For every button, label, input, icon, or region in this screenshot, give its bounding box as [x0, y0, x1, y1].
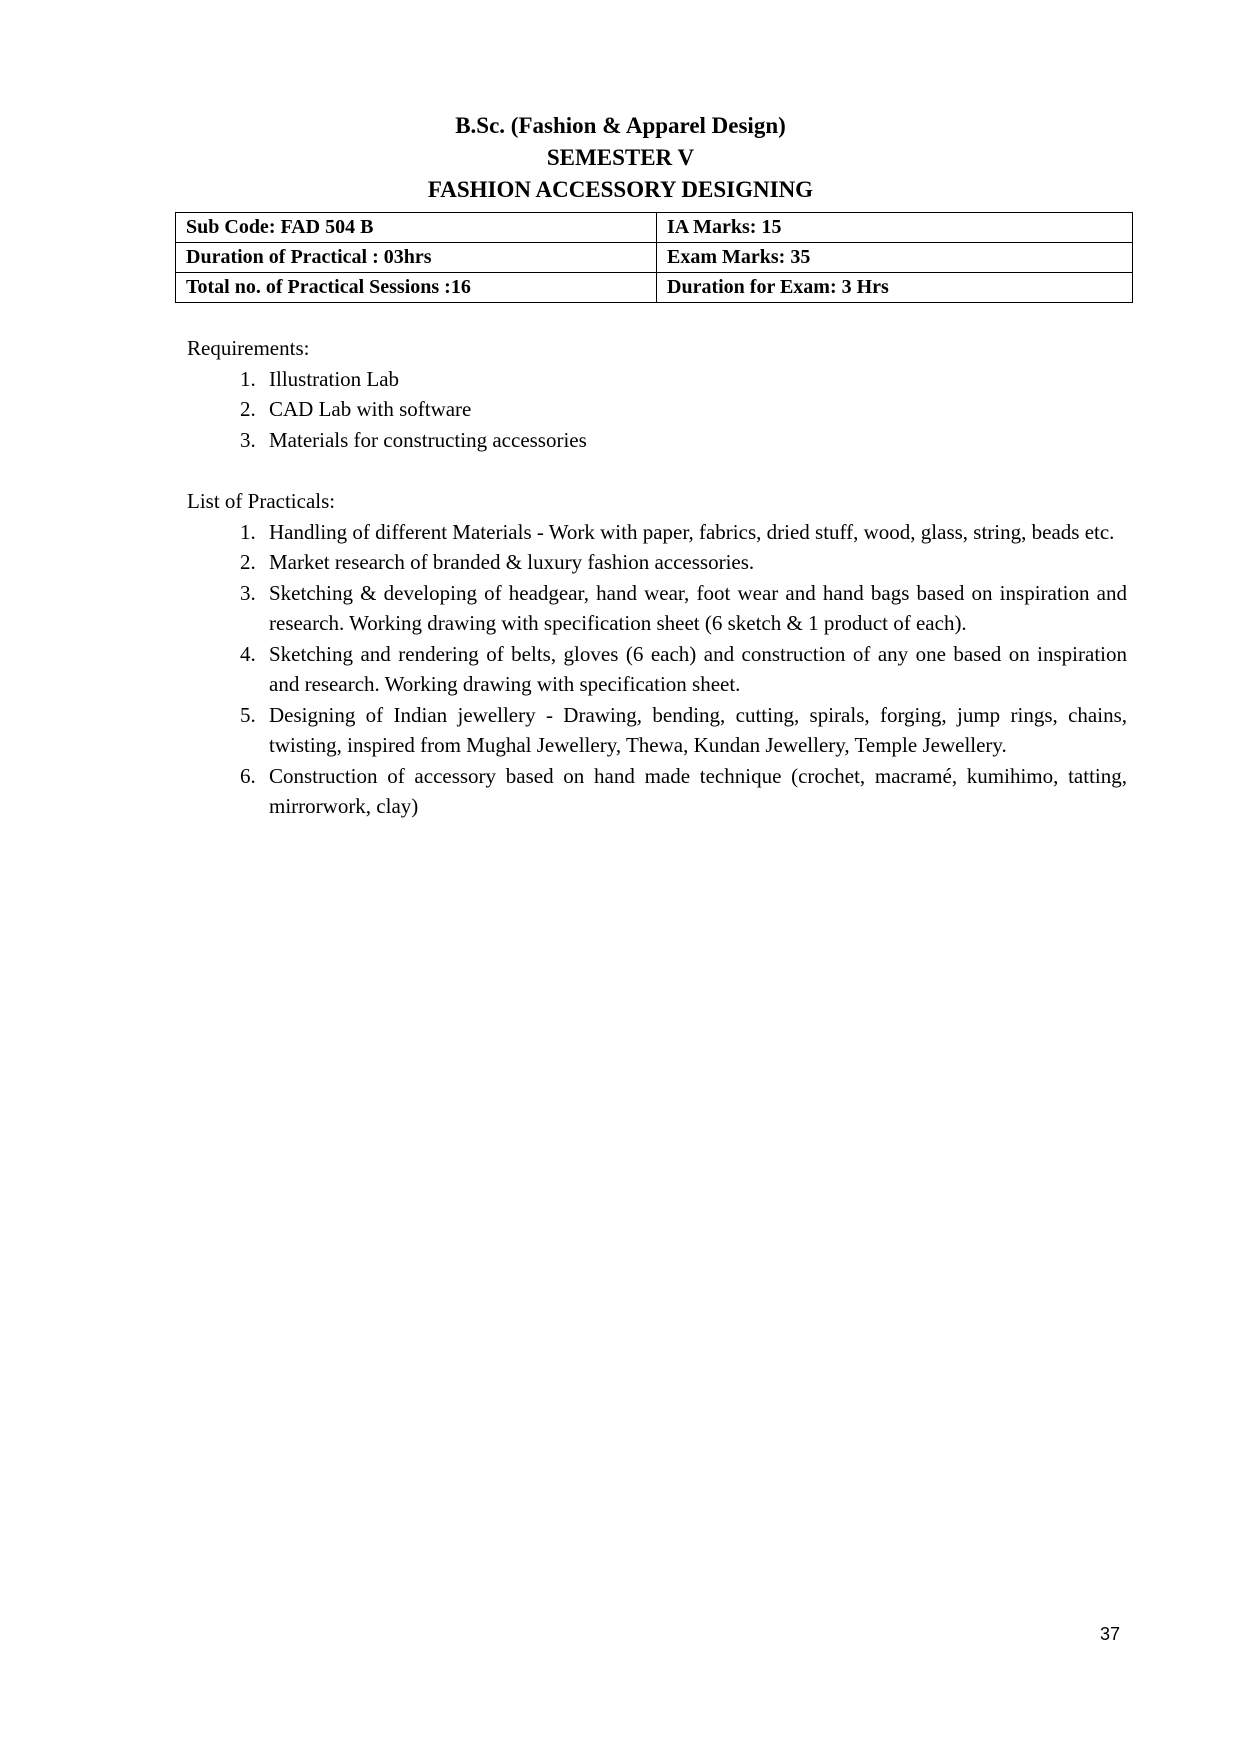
list-item: 3. Sketching & developing of headgear, hand wear, foot wear and hand bags based on inspiration and research. Working drawing with specification sheet (6 sketch & 1 product of each).: [261, 578, 1127, 639]
table-cell: Total no. of Practical Sessions :16: [176, 273, 657, 303]
list-item: 3. Materials for constructing accessories: [261, 425, 1127, 456]
table-cell: Exam Marks: 35: [657, 243, 1133, 273]
list-item: 5. Designing of Indian jewellery - Drawing, bending, cutting, spirals, forging, jump rings, chains, twisting, inspired from Mughal Jewellery, Thewa, Kundan Jewellery, Temple Jewellery.: [261, 700, 1127, 761]
list-item: 4. Sketching and rendering of belts, gloves (6 each) and construction of any one based on inspiration and research. Working drawing with specification sheet.: [261, 639, 1127, 700]
semester-title: SEMESTER V: [546, 145, 695, 170]
list-item: 6. Construction of accessory based on hand made technique (crochet, macramé, kumihimo, tatting, mirrorwork, clay): [261, 761, 1127, 822]
table-cell: Duration for Exam: 3 Hrs: [657, 273, 1133, 303]
table-cell: IA Marks: 15: [657, 213, 1133, 243]
table-cell: Sub Code: FAD 504 B: [176, 213, 657, 243]
document-header: [0, 110, 1241, 206]
table-row: [176, 213, 1133, 243]
list-item: 2. CAD Lab with software: [261, 394, 1127, 425]
practicals-label: List of Practicals:: [187, 489, 336, 513]
course-title: FASHION ACCESSORY DESIGNING: [427, 177, 814, 202]
table-cell: Duration of Practical : 03hrs: [176, 243, 657, 273]
program-title: B.Sc. (Fashion & Apparel Design): [455, 113, 786, 138]
practicals-section: [187, 486, 1127, 822]
requirements-section: [187, 333, 1127, 455]
course-info-table: [175, 212, 1133, 303]
list-item: 1. Handling of different Materials - Work with paper, fabrics, dried stuff, wood, glass, string, beads etc.: [261, 517, 1127, 548]
page-number: 37: [1100, 1624, 1121, 1644]
table-row: [176, 273, 1133, 303]
requirements-label: Requirements:: [187, 336, 310, 360]
list-item: 2. Market research of branded & luxury fashion accessories.: [261, 547, 1127, 578]
list-item: 1. Illustration Lab: [261, 364, 1127, 395]
table-row: [176, 243, 1133, 273]
practicals-list: [187, 517, 1127, 822]
requirements-list: [187, 364, 1127, 456]
